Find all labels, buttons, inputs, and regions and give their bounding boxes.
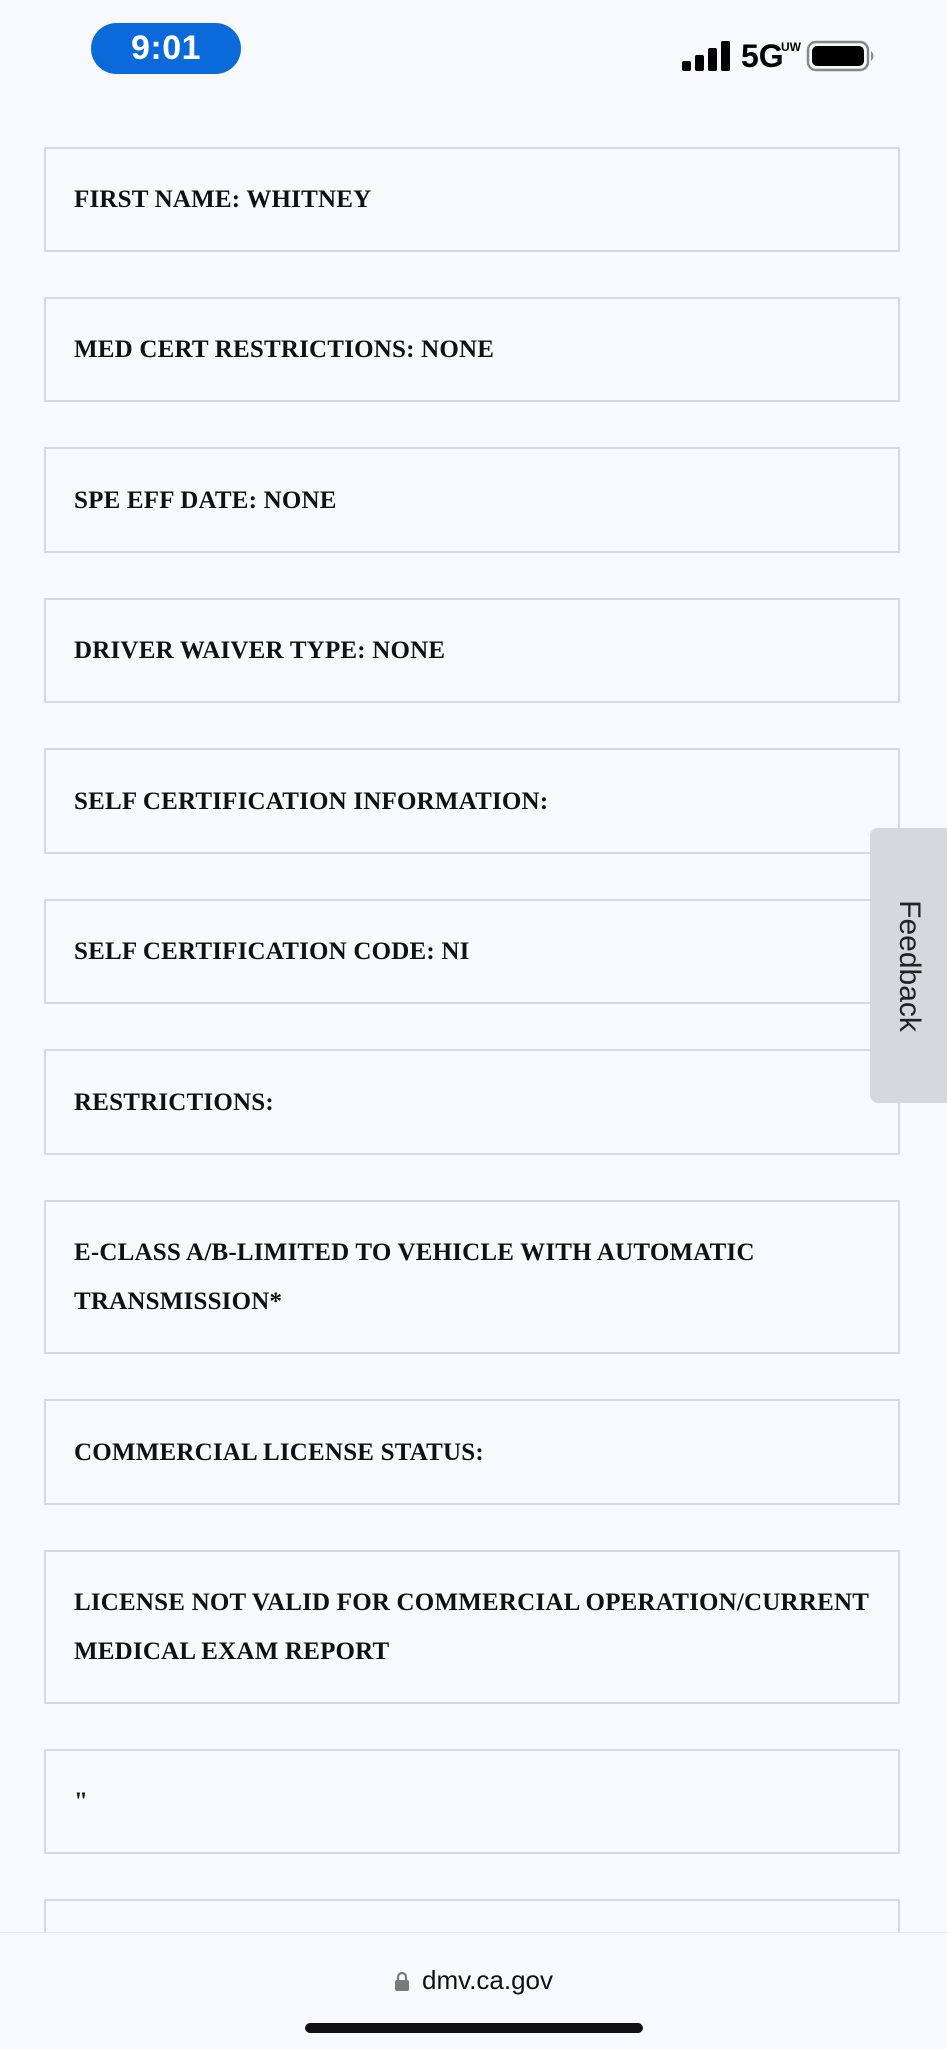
- field-row-first-name: [44, 147, 900, 252]
- feedback-tab[interactable]: [870, 828, 947, 1103]
- status-time: 9:01: [91, 23, 241, 74]
- network-type: 5G: [741, 38, 784, 74]
- field-row-driver-waiver-type: [44, 598, 900, 703]
- url-text: dmv.ca.gov: [421, 1965, 553, 1995]
- field-text: E-CLASS A/B-LIMITED TO VEHICLE WITH AUTOMATIC TRANSMISSION*: [74, 1239, 755, 1315]
- field-row-self-certification-info: [44, 748, 900, 854]
- field-text: SPE EFF DATE: NONE: [74, 486, 337, 514]
- field-text: DRIVER WAIVER TYPE: NONE: [74, 637, 446, 664]
- home-indicator: [305, 2023, 643, 2033]
- field-text: COMMERCIAL LICENSE STATUS:: [74, 1438, 484, 1466]
- field-text: ": [74, 1788, 89, 1815]
- field-row-self-certification-code: [44, 899, 900, 1004]
- cellular-signal-icon: [680, 39, 732, 73]
- field-text: SELF CERTIFICATION CODE: NI: [74, 938, 470, 965]
- field-row-license-not-valid: [44, 1550, 900, 1704]
- field-text: MED CERT RESTRICTIONS: NONE: [74, 336, 495, 363]
- status-bar: [0, 0, 947, 100]
- battery-full-icon: [806, 39, 878, 73]
- field-text: LICENSE NOT VALID FOR COMMERCIAL OPERATION/CURRENT MEDICAL EXAM REPORT: [74, 1589, 869, 1665]
- field-row-e-class: [44, 1200, 900, 1354]
- field-text: RESTRICTIONS:: [74, 1088, 274, 1116]
- lock-icon: [394, 1971, 410, 1991]
- feedback-label: Feedback: [892, 899, 926, 1032]
- field-row-restrictions: [44, 1049, 900, 1155]
- field-text: FIRST NAME: WHITNEY: [74, 186, 372, 213]
- field-row-commercial-license-status: [44, 1399, 900, 1505]
- url-display[interactable]: [0, 1963, 947, 1997]
- browser-address-bar[interactable]: [0, 1932, 947, 2049]
- field-row-quote: [44, 1749, 900, 1854]
- field-text: SELF CERTIFICATION INFORMATION:: [74, 787, 549, 815]
- field-row-spe-eff-date: [44, 447, 900, 553]
- field-row-med-cert-restrictions: [44, 297, 900, 402]
- network-badge: UW: [781, 40, 801, 54]
